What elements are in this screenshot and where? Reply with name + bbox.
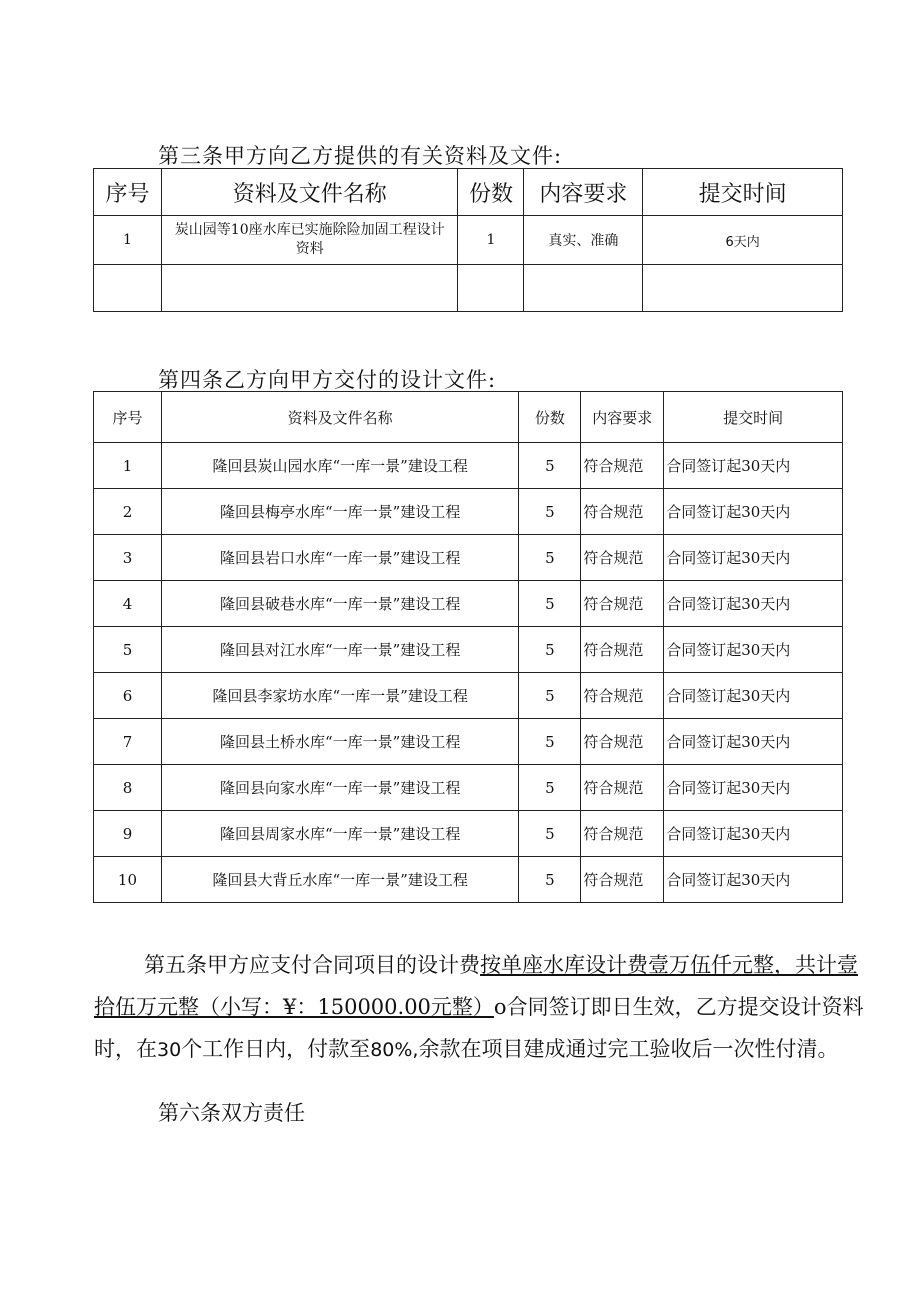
table-row: [94, 627, 843, 673]
table-row: [94, 673, 843, 719]
cell-time: 合同签订起30天内: [664, 535, 843, 581]
header-index: 序号: [94, 392, 162, 443]
cell-requirement: 符合规范: [581, 489, 664, 535]
cell-time: [643, 265, 843, 312]
table-row: [94, 765, 843, 811]
table-header-row: [94, 169, 843, 216]
cell-name: 隆回县梅亭水库“一库一景”建设工程: [161, 489, 518, 535]
cell-name: 隆回县土桥水库“一库一景”建设工程: [161, 719, 518, 765]
cell-copies: 5: [519, 489, 581, 535]
cell-requirement: 符合规范: [581, 627, 664, 673]
cell-index: 1: [94, 443, 162, 489]
header-index: 序号: [94, 169, 162, 216]
table-row: [94, 581, 843, 627]
cell-copies: 5: [519, 673, 581, 719]
cell-requirement: 符合规范: [581, 719, 664, 765]
table-row: [94, 811, 843, 857]
cell-copies: 5: [519, 443, 581, 489]
cell-copies: 5: [519, 719, 581, 765]
section6-heading: 第六条双方责任: [158, 1101, 305, 1125]
cell-copies: 5: [519, 627, 581, 673]
cell-index: 8: [94, 765, 162, 811]
section5-text: 余款在项目建成通过完工验收后一次性付清。: [418, 1037, 839, 1061]
cell-requirement: 符合规范: [581, 443, 664, 489]
cell-index: 3: [94, 535, 162, 581]
cell-time: 合同签订起30天内: [664, 765, 843, 811]
section5-days: 30: [157, 1039, 182, 1061]
header-requirement: 内容要求: [581, 392, 664, 443]
header-copies: 份数: [458, 169, 524, 216]
cell-time: 合同签订起30天内: [664, 857, 843, 903]
cell-name: 隆回县向家水库“一库一景”建设工程: [161, 765, 518, 811]
cell-copies: 5: [519, 857, 581, 903]
table-row: [94, 489, 843, 535]
section5-text: 第五条甲方应支付合同项目的设计费: [144, 953, 480, 977]
cell-time: 合同签订起30天内: [664, 719, 843, 765]
cell-index: 5: [94, 627, 162, 673]
cell-index: 7: [94, 719, 162, 765]
section3-table: [93, 168, 843, 312]
cell-name: 隆回县破巷水库“一库一景”建设工程: [161, 581, 518, 627]
cell-time: 合同签订起30天内: [664, 811, 843, 857]
section5-text: 个工作日内，付款至: [181, 1037, 371, 1061]
cell-index: [94, 265, 162, 312]
section4-table: [93, 391, 843, 903]
header-requirement: 内容要求: [524, 169, 643, 216]
cell-name: 隆回县大背丘水库“一库一景”建设工程: [161, 857, 518, 903]
cell-index: 1: [94, 216, 162, 265]
section5-paragraph: [94, 944, 869, 1071]
cell-time: 合同签订起30天内: [664, 673, 843, 719]
cell-name: 隆回县炭山园水库“一库一景”建设工程: [161, 443, 518, 489]
header-name: 资料及文件名称: [161, 392, 518, 443]
cell-index: 10: [94, 857, 162, 903]
cell-requirement: 符合规范: [581, 535, 664, 581]
table-row: [94, 265, 843, 312]
cell-requirement: 符合规范: [581, 673, 664, 719]
section4-heading: 第四条乙方向甲方交付的设计文件:: [158, 368, 497, 392]
table-row: [94, 719, 843, 765]
cell-copies: 5: [519, 581, 581, 627]
cell-requirement: 符合规范: [581, 857, 664, 903]
cell-name: 隆回县对江水库“一库一景”建设工程: [161, 627, 518, 673]
section5-percent: 80%,: [370, 1039, 419, 1061]
cell-index: 4: [94, 581, 162, 627]
header-time: 提交时间: [643, 169, 843, 216]
cell-time: 合同签订起30天内: [664, 443, 843, 489]
header-name: 资料及文件名称: [161, 169, 458, 216]
table-row: [94, 857, 843, 903]
table-row: [94, 216, 843, 265]
header-time: 提交时间: [664, 392, 843, 443]
cell-requirement: 真实、准确: [524, 216, 643, 265]
cell-time: 合同签订起30天内: [664, 627, 843, 673]
table-row: [94, 535, 843, 581]
cell-requirement: 符合规范: [581, 811, 664, 857]
cell-index: 2: [94, 489, 162, 535]
cell-time: 6天内: [643, 216, 843, 265]
cell-requirement: 符合规范: [581, 581, 664, 627]
cell-name: 炭山园等10座水库已实施除险加固工程设计资料: [161, 216, 458, 265]
cell-time: 合同签订起30天内: [664, 489, 843, 535]
cell-requirement: [524, 265, 643, 312]
cell-name: 隆回县周家水库“一库一景”建设工程: [161, 811, 518, 857]
cell-requirement: 符合规范: [581, 765, 664, 811]
cell-copies: 5: [519, 765, 581, 811]
cell-copies: [458, 265, 524, 312]
table-header-row: [94, 392, 843, 443]
section5-text: o合同签订即日生效，乙方提交设计资料时，在: [94, 995, 864, 1061]
table-row: [94, 443, 843, 489]
section3-heading: 第三条甲方向乙方提供的有关资料及文件:: [158, 144, 563, 168]
cell-time: 合同签订起30天内: [664, 581, 843, 627]
cell-name: 隆回县岩口水库“一库一景”建设工程: [161, 535, 518, 581]
cell-copies: 5: [519, 811, 581, 857]
cell-name: 隆回县李家坊水库“一库一景”建设工程: [161, 673, 518, 719]
section5-fee-clause: 按单座水库设计费壹万伍仟元整，共计壹拾伍万元整（小写：¥：150000.00元整）: [94, 953, 858, 1019]
cell-name: [161, 265, 458, 312]
cell-index: 6: [94, 673, 162, 719]
header-copies: 份数: [519, 392, 581, 443]
cell-copies: 5: [519, 535, 581, 581]
cell-index: 9: [94, 811, 162, 857]
cell-copies: 1: [458, 216, 524, 265]
